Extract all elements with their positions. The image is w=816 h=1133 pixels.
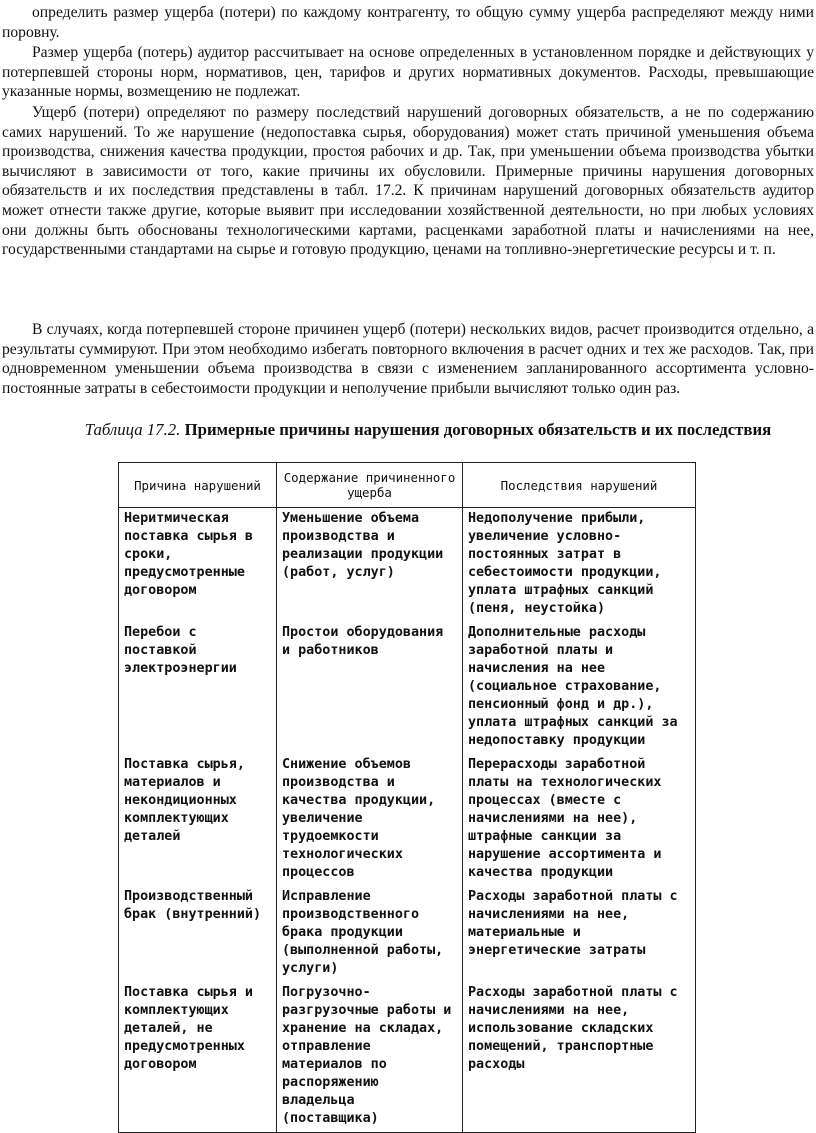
cell-damage: Простои оборудования и работников [277,622,463,754]
table-number: Таблица 17.2. [84,420,181,439]
paragraph-3: Ущерб (потери) определяют по размеру последствий нарушений договорных обязательств, а не по содержанию самих нарушений. То же нарушение (недопоставка сырья, оборудования) может стать причиной уменьшения объема производства, снижения качества продукции, простоя рабочих и др. Так, при уменьшении объема производства убытки вычисляют в зависимости от того, какие причины их обусловили. Примерные причины нарушения договорных обязательств и их последствия представлены в табл. 17.2. К причинам нарушений договорных обязательств аудитор может отнести также другие, которые выявит при исследовании хозяйственной деятельности, но при любых условиях они должны быть обоснованы технологическими картами, расценками заработной платы и начислениями на нее, государственными стандартами на сырье и готовую продукцию, ценами на топливно-энергетические ресурсы и т. п. [2,104,814,259]
cell-damage: Погрузочно-разгрузочные работы и хранение на складах, отправление материалов по распоряжению владельца (поставщика) [277,982,463,1133]
table-row [119,508,696,623]
causes-consequences-table [118,462,696,1133]
cell-cause: Перебои с поставкой электроэнергии [119,622,277,754]
cell-consequences: Перерасходы заработной платы на технологических процессах (вместе с начислениями на нее), штрафные санкции за нарушение ассортимента и качества продукции [463,754,696,886]
table-row [119,622,696,754]
cell-cause: Поставка сырья и комплектующих деталей, не предусмотренных договором [119,982,277,1133]
paragraph-4: В случаях, когда потерпевшей стороне причинен ущерб (потери) нескольких видов, расчет производится отдельно, а результаты суммируют. При этом необходимо избегать повторного включения в расчет одних и тех же расходов. Так, при одновременном уменьшении объема производства в связи с изменением запланированного ассортимента условно-постоянные затраты в себестоимости продукции и неполучение прибыли вычисляют только один раз. [2,321,814,397]
paragraph-1: определить размер ущерба (потери) по каждому контрагенту, то общую сумму ущерба распределяют между ними поровну. [2,4,814,41]
cell-consequences: Недополучение прибыли, увеличение условно-постоянных затрат в себестоимости продукции, уплата штрафных санкций (пеня, неустойка) [463,508,696,623]
header-consequences: Последствия нарушений [463,463,696,508]
table-row [119,754,696,886]
paragraph-2: Размер ущерба (потерь) аудитор рассчитывает на основе определенных в установленном порядке и действующих у потерпевшей стороны норм, нормативов, цен, тарифов и других нормативных документов. Расходы, превышающие указанные нормы, возмещению не подлежат. [2,44,814,101]
cell-cause: Неритмическая поставка сырья в сроки, предусмотренные договором [119,508,277,623]
table-row [119,886,696,982]
cell-consequences: Дополнительные расходы заработной платы и начисления на нее (социальное страхование, пенсионный фонд и др.), уплата штрафных санкций за недопоставку продукции [463,622,696,754]
cell-damage: Исправление производственного брака продукции (выполненной работы, услуги) [277,886,463,982]
cell-consequences: Расходы заработной платы с начислениями на нее, использование складских помещений, транспортные расходы [463,982,696,1133]
header-damage: Содержание причиненного ущерба [277,463,463,508]
table-title: Примерные причины нарушения договорных обязательств и их последствия [184,420,772,439]
cell-cause: Поставка сырья, материалов и некондиционных комплектующих деталей [119,754,277,886]
cell-cause: Производственный брак (внутренний) [119,886,277,982]
cell-consequences: Расходы заработной платы с начислениями на нее, материальные и энергетические затраты [463,886,696,982]
header-cause: Причина нарушений [119,463,277,508]
cell-damage: Уменьшение объема производства и реализации продукции (работ, услуг) [277,508,463,623]
table-caption [40,420,816,440]
cell-damage: Снижение объемов производства и качества продукции, увеличение трудоемкости технологических процессов [277,754,463,886]
table-header-row [119,463,696,508]
